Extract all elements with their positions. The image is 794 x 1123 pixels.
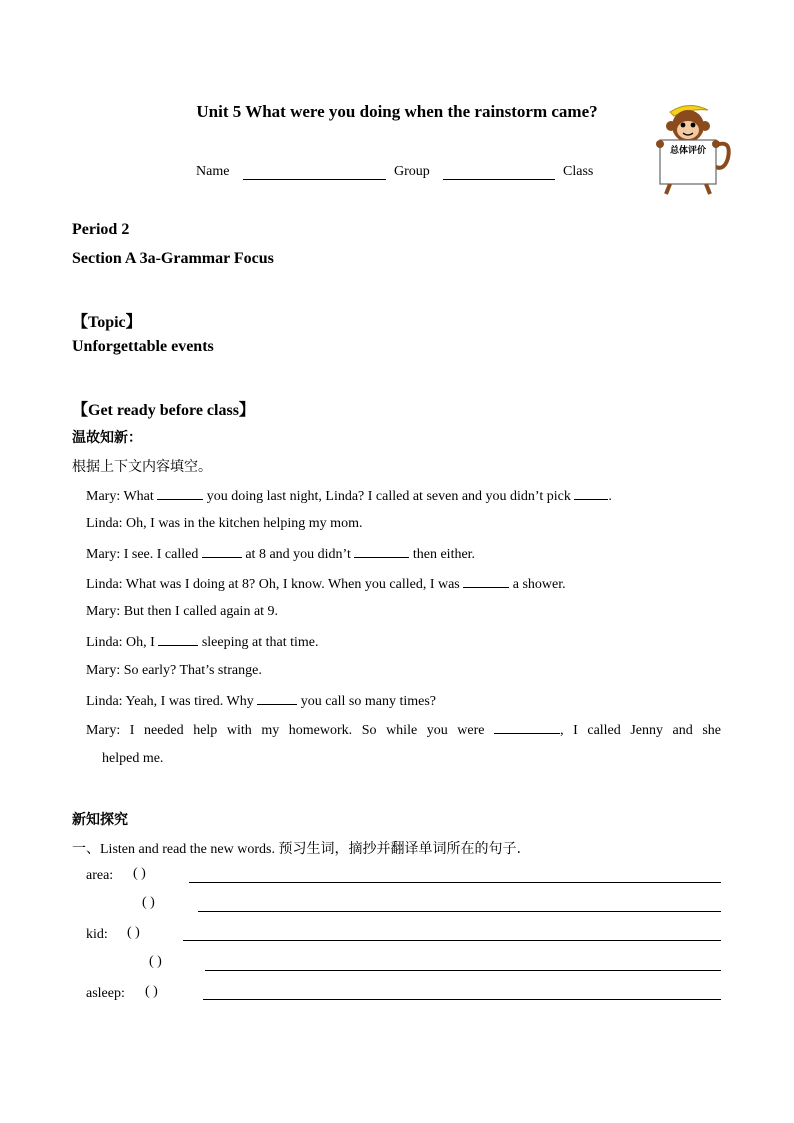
dialogue-line: Mary: So early? That’s strange. [86,663,262,678]
blank-field[interactable] [354,545,409,558]
translation-parens[interactable]: ( ) [145,984,158,999]
badge-text: 总体评价 [669,146,706,156]
group-label: Group [394,164,430,179]
blank-field[interactable] [157,487,203,500]
instruction-text: 根据上下文内容填空。 [72,459,212,475]
page-title: Unit 5 What were you doing when the rainstorm came? [196,102,598,121]
dialogue-line: Mary: I see. I called at 8 and you didn’t then either. [86,547,476,562]
name-field[interactable] [243,166,386,180]
blank-field[interactable] [463,575,509,588]
translation-parens[interactable]: ( ) [133,866,146,881]
dialogue-line: Linda: Oh, I sleeping at that time. [86,635,319,650]
sentence-line[interactable] [198,911,721,912]
translation-parens[interactable]: ( ) [149,954,162,969]
monkey-evaluation-badge [648,98,734,198]
class-label: Class [563,164,594,179]
section-label: Section A 3a-Grammar Focus [72,250,274,267]
new-knowledge-heading: 新知探究 [72,812,128,828]
get-ready-heading: 【Get ready before class】 [72,402,255,419]
dialogue-line: helped me. [102,751,164,766]
dialogue-line: Mary: I needed help with my homework. So while you were , I called Jenny and she [86,723,721,738]
topic-heading: 【Topic】 [72,314,142,331]
vocab-word: area: [86,868,114,883]
group-field[interactable] [443,166,555,180]
blank-field[interactable] [574,487,608,500]
dialogue-line: Linda: What was I doing at 8? Oh, I know. When you called, I was a shower. [86,577,566,592]
period-label: Period 2 [72,221,130,238]
vocab-word: kid: [86,927,108,942]
sentence-line[interactable] [205,970,721,971]
translation-parens[interactable]: ( ) [127,925,140,940]
sentence-line[interactable] [203,999,721,1000]
blank-field[interactable] [158,633,198,646]
dialogue-line: Mary: But then I called again at 9. [86,604,279,619]
blank-field[interactable] [494,721,560,734]
blank-field[interactable] [202,545,242,558]
sentence-line[interactable] [183,940,721,941]
translation-parens[interactable]: ( ) [142,895,155,910]
dialogue-line: Linda: Oh, I was in the kitchen helping my mom. [86,516,363,531]
dialogue-line: Mary: What you doing last night, Linda? I called at seven and you didn’t pick . [86,489,612,504]
vocab-word: asleep: [86,986,125,1001]
blank-field[interactable] [257,692,297,705]
name-label: Name [196,164,230,179]
review-label: 温故知新： [72,430,142,446]
task-instruction: 一、Listen and read the new words. 预习生词，摘抄并翻译单词所在的句子. [72,841,521,857]
sentence-line[interactable] [189,882,721,883]
dialogue-line: Linda: Yeah, I was tired. Why you call so many times? [86,694,437,709]
topic-text: Unforgettable events [72,338,214,355]
